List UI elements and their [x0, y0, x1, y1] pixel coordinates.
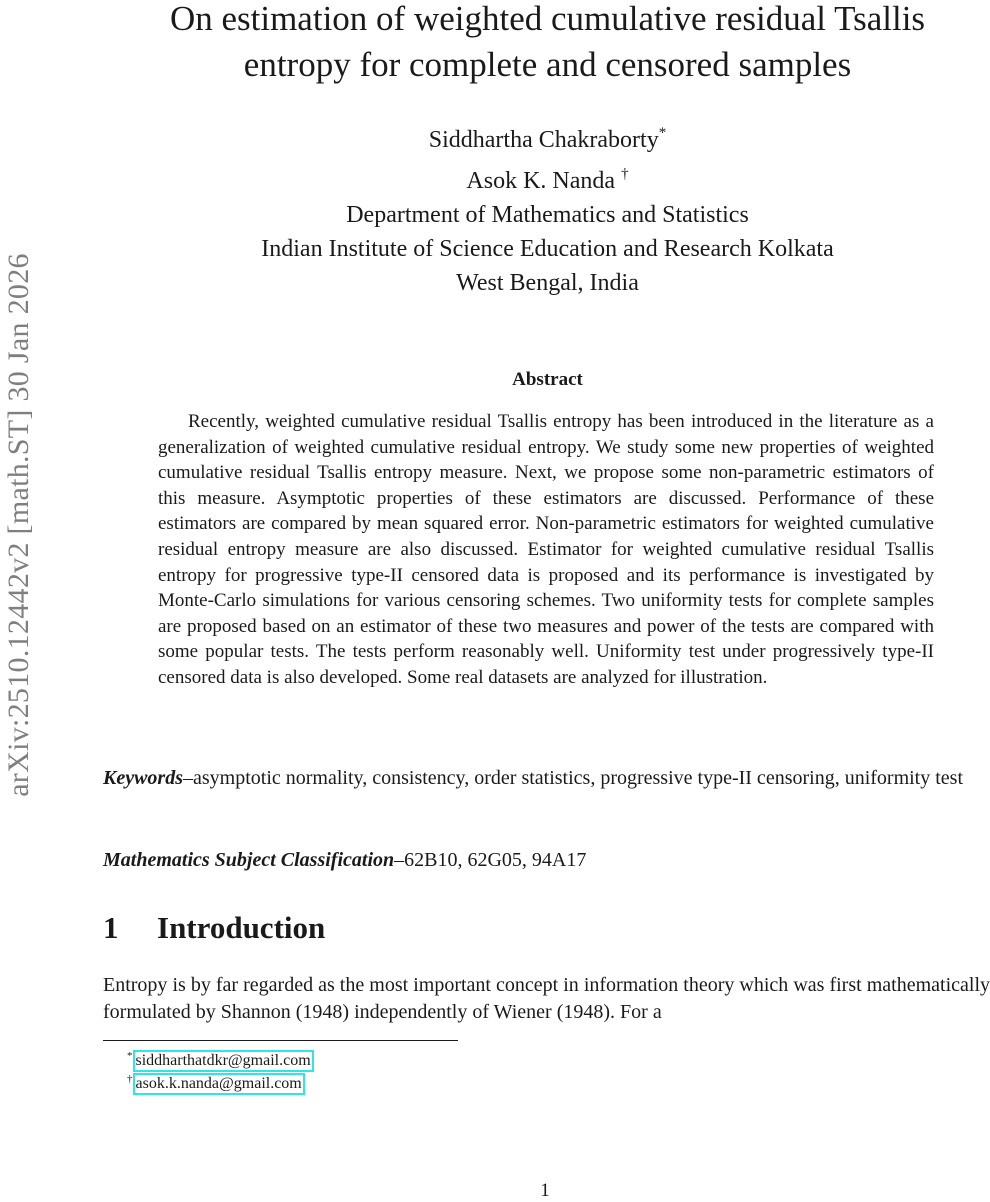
footnote-2-mark: †	[127, 1073, 133, 1085]
paper-title-line-2: entropy for complete and censored samples	[243, 45, 852, 84]
abstract-heading: Abstract	[512, 369, 583, 390]
author-1-name: Siddhartha Chakraborty	[428, 127, 659, 153]
footnote-divider	[103, 1040, 458, 1041]
keywords	[103, 765, 990, 792]
subject-classification	[103, 847, 990, 874]
subject-classification-text: –62B10, 62G05, 94A17	[394, 849, 587, 871]
author-block	[105, 116, 990, 300]
footnote-1-mark: *	[127, 1050, 133, 1062]
keywords-text: –asymptotic normality, consistency, order statistics, progressive type-II censoring, uniformity test	[183, 767, 964, 789]
affiliation-institute: Indian Institute of Science Education and Research Kolkata	[261, 236, 834, 262]
subject-classification-label: Mathematics Subject Classification	[103, 849, 395, 871]
affiliation-department: Department of Mathematics and Statistics	[346, 202, 749, 228]
author-1	[105, 116, 990, 157]
footnote-1-email-link[interactable]: siddharthatdkr@gmail.com	[133, 1050, 314, 1072]
keywords-label: Keywords	[103, 767, 183, 789]
page-number: 1	[540, 1180, 550, 1201]
introduction-paragraph: Entropy is by far regarded as the most important concept in information theory which was first mathematically formulated by Shannon (1948) independently of Wiener (1948). For a	[103, 974, 990, 1023]
abstract-text: Recently, weighted cumulative residual Tsallis entropy has been introduced in the literature as a generalization of weighted cumulative residual entropy. We study some new properties of weighted cumulative residual Tsallis entropy measure. Next, we propose some non-parametric estimators of this measure. Asymptotic properties of these estimators are discussed. Performance of these estimators are compared by mean squared error. Non-parametric estimators for weighted cumulative residual entropy measure are also discussed. Estimator for weighted cumulative residual Tsallis entropy for progressive type-II censored data is proposed and its performance is investigated by Monte-Carlo simulations for various censoring schemes. Two uniformity tests for complete samples are proposed based on an estimator of these two measures and power of the tests are compared with some popular tests. The tests perform reasonably well. Uniformity test under progressively type-II censored data is also developed. Some real datasets are analyzed for illustration.	[158, 411, 934, 688]
paper-title	[105, 0, 990, 88]
footnote-2	[127, 1069, 305, 1095]
footnote-2-email-link[interactable]: asok.k.nanda@gmail.com	[133, 1073, 305, 1095]
affiliation-location: West Bengal, India	[456, 270, 639, 296]
author-2-footnote-mark: †	[621, 166, 629, 182]
author-1-footnote-mark: *	[658, 125, 667, 141]
section-number: 1	[103, 910, 119, 945]
section-heading-introduction	[103, 910, 325, 946]
arxiv-identifier-stamp	[2, 180, 36, 870]
paper-title-line-1: On estimation of weighted cumulative residual Tsallis	[169, 0, 926, 38]
author-2-name: Asok K. Nanda	[466, 168, 622, 194]
arxiv-identifier-text: arXiv:2510.12442v2 [math.ST] 30 Jan 2026	[2, 253, 36, 797]
section-title: Introduction	[157, 910, 326, 945]
author-2	[105, 157, 990, 198]
